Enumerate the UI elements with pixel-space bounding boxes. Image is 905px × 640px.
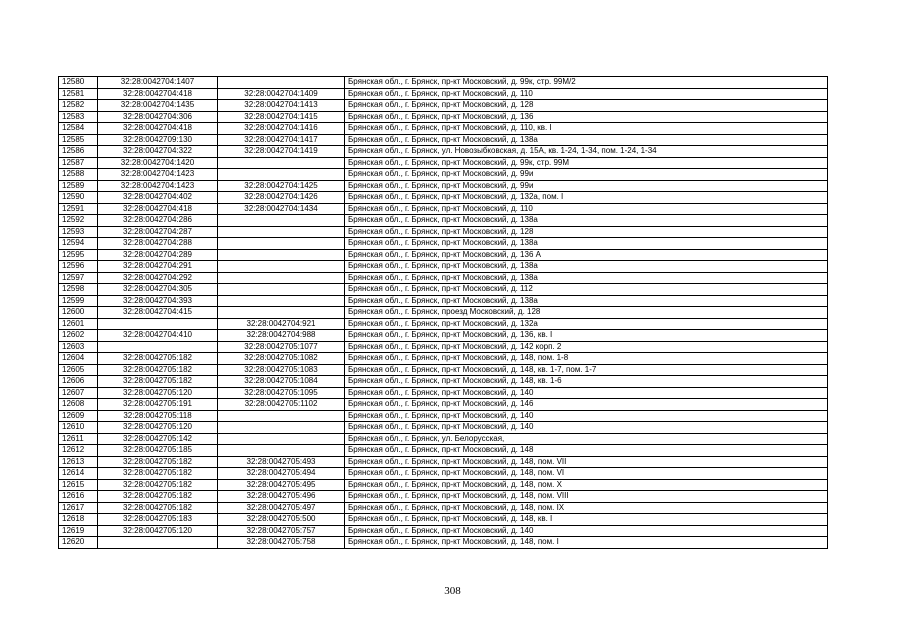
related-cadastral-number-cell: 32:28:0042705:494: [218, 468, 345, 480]
table-row: [59, 376, 828, 388]
related-cadastral-number-cell: [218, 295, 345, 307]
related-cadastral-number-cell: 32:28:0042704:1409: [218, 88, 345, 100]
row-number-cell: 12597: [59, 272, 98, 284]
row-number-cell: 12608: [59, 399, 98, 411]
table-row: [59, 180, 828, 192]
row-number-cell: 12594: [59, 238, 98, 250]
related-cadastral-number-cell: 32:28:0042704:1415: [218, 111, 345, 123]
address-cell: Брянская обл., г. Брянск, пр-кт Московский, д. 138а: [345, 261, 828, 273]
address-cell: Брянская обл., г. Брянск, пр-кт Московский, д. 136 А: [345, 249, 828, 261]
cadastral-number-cell: 32:28:0042704:1420: [98, 157, 218, 169]
table-row: [59, 134, 828, 146]
related-cadastral-number-cell: [218, 215, 345, 227]
related-cadastral-number-cell: 32:28:0042704:1426: [218, 192, 345, 204]
address-cell: Брянская обл., г. Брянск, пр-кт Московский, д. 148, пом. VII: [345, 456, 828, 468]
table-row: [59, 284, 828, 296]
row-number-cell: 12582: [59, 100, 98, 112]
table-row: [59, 479, 828, 491]
related-cadastral-number-cell: 32:28:0042705:495: [218, 479, 345, 491]
address-cell: Брянская обл., г. Брянск, пр-кт Московский, д. 146: [345, 399, 828, 411]
related-cadastral-number-cell: [218, 272, 345, 284]
cadastral-number-cell: 32:28:0042705:182: [98, 491, 218, 503]
cadastral-number-cell: 32:28:0042704:292: [98, 272, 218, 284]
related-cadastral-number-cell: [218, 307, 345, 319]
cadastral-number-cell: 32:28:0042705:191: [98, 399, 218, 411]
table-row: [59, 192, 828, 204]
related-cadastral-number-cell: 32:28:0042705:1102: [218, 399, 345, 411]
related-cadastral-number-cell: 32:28:0042705:500: [218, 514, 345, 526]
table-row: [59, 295, 828, 307]
address-cell: Брянская обл., г. Брянск, пр-кт Московский, д. 99к, стр. 99М/2: [345, 77, 828, 89]
cadastral-number-cell: 32:28:0042704:288: [98, 238, 218, 250]
table-row: [59, 215, 828, 227]
cadastral-number-cell: 32:28:0042705:118: [98, 410, 218, 422]
table-row: [59, 226, 828, 238]
cadastral-number-cell: [98, 318, 218, 330]
row-number-cell: 12584: [59, 123, 98, 135]
related-cadastral-number-cell: 32:28:0042705:1077: [218, 341, 345, 353]
address-cell: Брянская обл., г. Брянск, пр-кт Московский, д. 148, пом. X: [345, 479, 828, 491]
row-number-cell: 12616: [59, 491, 98, 503]
related-cadastral-number-cell: 32:28:0042704:1417: [218, 134, 345, 146]
cadastral-number-cell: 32:28:0042704:402: [98, 192, 218, 204]
row-number-cell: 12620: [59, 537, 98, 549]
table-row: [59, 123, 828, 135]
related-cadastral-number-cell: [218, 445, 345, 457]
related-cadastral-number-cell: [218, 249, 345, 261]
cadastral-number-cell: 32:28:0042704:418: [98, 88, 218, 100]
cadastral-number-cell: 32:28:0042704:418: [98, 203, 218, 215]
related-cadastral-number-cell: 32:28:0042705:493: [218, 456, 345, 468]
related-cadastral-number-cell: [218, 433, 345, 445]
address-cell: Брянская обл., г. Брянск, пр-кт Московский, д. 140: [345, 387, 828, 399]
table-row: [59, 491, 828, 503]
row-number-cell: 12593: [59, 226, 98, 238]
address-cell: Брянская обл., г. Брянск, пр-кт Московский, д. 136: [345, 111, 828, 123]
row-number-cell: 12609: [59, 410, 98, 422]
table-row: [59, 525, 828, 537]
address-cell: Брянская обл., г. Брянск, ул. Новозыбковская, д. 15А, кв. 1-24, 1-34, пом. 1-24, 1-34: [345, 146, 828, 158]
related-cadastral-number-cell: 32:28:0042705:1082: [218, 353, 345, 365]
cadastral-number-cell: 32:28:0042704:287: [98, 226, 218, 238]
cadastral-number-cell: 32:28:0042705:182: [98, 353, 218, 365]
cadastral-number-cell: 32:28:0042705:182: [98, 376, 218, 388]
table-row: [59, 353, 828, 365]
related-cadastral-number-cell: [218, 226, 345, 238]
address-cell: Брянская обл., г. Брянск, пр-кт Московский, д. 148, пом. VI: [345, 468, 828, 480]
table-row: [59, 422, 828, 434]
table-row: [59, 100, 828, 112]
address-cell: Брянская обл., г. Брянск, пр-кт Московский, д. 148, пом. 1-8: [345, 353, 828, 365]
row-number-cell: 12599: [59, 295, 98, 307]
row-number-cell: 12614: [59, 468, 98, 480]
table-row: [59, 88, 828, 100]
related-cadastral-number-cell: [218, 169, 345, 181]
address-cell: Брянская обл., г. Брянск, пр-кт Московский, д. 148: [345, 445, 828, 457]
address-cell: Брянская обл., г. Брянск, пр-кт Московский, д. 112: [345, 284, 828, 296]
table-row: [59, 399, 828, 411]
cadastral-number-cell: 32:28:0042705:182: [98, 468, 218, 480]
cadastral-number-cell: 32:28:0042705:185: [98, 445, 218, 457]
related-cadastral-number-cell: [218, 422, 345, 434]
row-number-cell: 12602: [59, 330, 98, 342]
row-number-cell: 12588: [59, 169, 98, 181]
address-cell: Брянская обл., г. Брянск, пр-кт Московский, д. 140: [345, 410, 828, 422]
address-cell: Брянская обл., г. Брянск, пр-кт Московский, д. 138а: [345, 238, 828, 250]
address-cell: Брянская обл., г. Брянск, пр-кт Московский, д. 110: [345, 88, 828, 100]
row-number-cell: 12610: [59, 422, 98, 434]
address-cell: Брянская обл., г. Брянск, пр-кт Московский, д. 140: [345, 525, 828, 537]
related-cadastral-number-cell: [218, 157, 345, 169]
related-cadastral-number-cell: 32:28:0042704:1413: [218, 100, 345, 112]
row-number-cell: 12592: [59, 215, 98, 227]
table-row: [59, 330, 828, 342]
address-cell: Брянская обл., г. Брянск, пр-кт Московский, д. 138а: [345, 215, 828, 227]
related-cadastral-number-cell: [218, 261, 345, 273]
address-cell: Брянская обл., г. Брянск, пр-кт Московский, д. 148, пом. IX: [345, 502, 828, 514]
table-row: [59, 249, 828, 261]
table-row: [59, 433, 828, 445]
row-number-cell: 12613: [59, 456, 98, 468]
row-number-cell: 12601: [59, 318, 98, 330]
address-cell: Брянская обл., г. Брянск, пр-кт Московский, д. 136, кв. I: [345, 330, 828, 342]
related-cadastral-number-cell: 32:28:0042705:496: [218, 491, 345, 503]
related-cadastral-number-cell: 32:28:0042704:1434: [218, 203, 345, 215]
cadastral-number-cell: 32:28:0042704:306: [98, 111, 218, 123]
table-row: [59, 272, 828, 284]
related-cadastral-number-cell: 32:28:0042705:1095: [218, 387, 345, 399]
cadastral-number-cell: 32:28:0042704:289: [98, 249, 218, 261]
cadastral-number-cell: 32:28:0042704:415: [98, 307, 218, 319]
row-number-cell: 12605: [59, 364, 98, 376]
table-row: [59, 203, 828, 215]
page-number: 308: [444, 585, 461, 597]
table-row: [59, 146, 828, 158]
address-cell: Брянская обл., г. Брянск, пр-кт Московский, д. 148, кв. 1-7, пом. 1-7: [345, 364, 828, 376]
cadastral-number-cell: 32:28:0042704:410: [98, 330, 218, 342]
address-cell: Брянская обл., г. Брянск, пр-кт Московский, д. 148, пом. I: [345, 537, 828, 549]
cadastral-number-cell: 32:28:0042704:1407: [98, 77, 218, 89]
related-cadastral-number-cell: [218, 77, 345, 89]
address-cell: Брянская обл., г. Брянск, пр-кт Московский, д. 132а, пом. I: [345, 192, 828, 204]
address-cell: Брянская обл., г. Брянск, пр-кт Московский, д. 148, кв. I: [345, 514, 828, 526]
row-number-cell: 12617: [59, 502, 98, 514]
table-row: [59, 456, 828, 468]
cadastral-number-cell: 32:28:0042704:393: [98, 295, 218, 307]
row-number-cell: 12615: [59, 479, 98, 491]
related-cadastral-number-cell: 32:28:0042704:1419: [218, 146, 345, 158]
address-cell: Брянская обл., г. Брянск, пр-кт Московский, д. 110: [345, 203, 828, 215]
address-cell: Брянская обл., г. Брянск, пр-кт Московский, д. 99и: [345, 180, 828, 192]
row-number-cell: 12598: [59, 284, 98, 296]
table-row: [59, 261, 828, 273]
row-number-cell: 12603: [59, 341, 98, 353]
related-cadastral-number-cell: [218, 284, 345, 296]
row-number-cell: 12600: [59, 307, 98, 319]
related-cadastral-number-cell: 32:28:0042704:1425: [218, 180, 345, 192]
table-row: [59, 157, 828, 169]
address-cell: Брянская обл., г. Брянск, пр-кт Московский, д. 99к, стр. 99М: [345, 157, 828, 169]
cadastral-number-cell: 32:28:0042704:1435: [98, 100, 218, 112]
related-cadastral-number-cell: 32:28:0042705:1084: [218, 376, 345, 388]
row-number-cell: 12591: [59, 203, 98, 215]
table-row: [59, 77, 828, 89]
row-number-cell: 12595: [59, 249, 98, 261]
related-cadastral-number-cell: 32:28:0042705:1083: [218, 364, 345, 376]
cadastral-number-cell: 32:28:0042705:182: [98, 364, 218, 376]
cadastral-number-cell: 32:28:0042705:120: [98, 387, 218, 399]
cadastral-number-cell: 32:28:0042705:183: [98, 514, 218, 526]
row-number-cell: 12612: [59, 445, 98, 457]
row-number-cell: 12581: [59, 88, 98, 100]
table-row: [59, 238, 828, 250]
cadastral-number-cell: 32:28:0042705:120: [98, 422, 218, 434]
cadastral-number-cell: 32:28:0042704:322: [98, 146, 218, 158]
cadastral-number-cell: 32:28:0042704:291: [98, 261, 218, 273]
related-cadastral-number-cell: 32:28:0042704:988: [218, 330, 345, 342]
address-cell: Брянская обл., г. Брянск, пр-кт Московский, д. 142 корп. 2: [345, 341, 828, 353]
row-number-cell: 12590: [59, 192, 98, 204]
row-number-cell: 12611: [59, 433, 98, 445]
table-row: [59, 364, 828, 376]
row-number-cell: 12580: [59, 77, 98, 89]
address-cell: Брянская обл., г. Брянск, пр-кт Московский, д. 138а: [345, 295, 828, 307]
row-number-cell: 12619: [59, 525, 98, 537]
address-cell: Брянская обл., г. Брянск, пр-кт Московский, д. 138а: [345, 272, 828, 284]
address-cell: Брянская обл., г. Брянск, пр-кт Московский, д. 148, пом. VIII: [345, 491, 828, 503]
cadastral-number-cell: [98, 537, 218, 549]
row-number-cell: 12586: [59, 146, 98, 158]
related-cadastral-number-cell: [218, 410, 345, 422]
cadastral-number-cell: 32:28:0042704:286: [98, 215, 218, 227]
row-number-cell: 12587: [59, 157, 98, 169]
related-cadastral-number-cell: 32:28:0042705:758: [218, 537, 345, 549]
address-cell: Брянская обл., г. Брянск, пр-кт Московский, д. 128: [345, 226, 828, 238]
row-number-cell: 12596: [59, 261, 98, 273]
table-row: [59, 307, 828, 319]
related-cadastral-number-cell: [218, 238, 345, 250]
cadastral-number-cell: 32:28:0042704:305: [98, 284, 218, 296]
cadastral-number-cell: 32:28:0042705:182: [98, 456, 218, 468]
table-row: [59, 169, 828, 181]
cadastral-number-cell: 32:28:0042705:182: [98, 502, 218, 514]
address-cell: Брянская обл., г. Брянск, пр-кт Московский, д. 148, кв. 1-6: [345, 376, 828, 388]
address-cell: Брянская обл., г. Брянск, пр-кт Московский, д. 132а: [345, 318, 828, 330]
address-cell: Брянская обл., г. Брянск, пр-кт Московский, д. 140: [345, 422, 828, 434]
address-cell: Брянская обл., г. Брянск, ул. Белорусская,: [345, 433, 828, 445]
related-cadastral-number-cell: 32:28:0042705:497: [218, 502, 345, 514]
cadastral-number-cell: 32:28:0042704:1423: [98, 180, 218, 192]
related-cadastral-number-cell: 32:28:0042704:921: [218, 318, 345, 330]
table-row: [59, 318, 828, 330]
address-cell: Брянская обл., г. Брянск, пр-кт Московский, д. 99и: [345, 169, 828, 181]
registry-body: [59, 77, 828, 549]
row-number-cell: 12604: [59, 353, 98, 365]
table-row: [59, 468, 828, 480]
address-cell: Брянская обл., г. Брянск, пр-кт Московский, д. 110, кв. I: [345, 123, 828, 135]
row-number-cell: 12583: [59, 111, 98, 123]
registry-table: [58, 76, 828, 549]
table-row: [59, 111, 828, 123]
cadastral-number-cell: [98, 341, 218, 353]
table-row: [59, 387, 828, 399]
table-row: [59, 514, 828, 526]
related-cadastral-number-cell: 32:28:0042705:757: [218, 525, 345, 537]
cadastral-number-cell: 32:28:0042709:130: [98, 134, 218, 146]
address-cell: Брянская обл., г. Брянск, пр-кт Московский, д. 128: [345, 100, 828, 112]
address-cell: Брянская обл., г. Брянск, пр-кт Московский, д. 138а: [345, 134, 828, 146]
related-cadastral-number-cell: 32:28:0042704:1416: [218, 123, 345, 135]
table-row: [59, 537, 828, 549]
cadastral-number-cell: 32:28:0042705:120: [98, 525, 218, 537]
table-row: [59, 445, 828, 457]
table-row: [59, 341, 828, 353]
row-number-cell: 12607: [59, 387, 98, 399]
row-number-cell: 12606: [59, 376, 98, 388]
table-row: [59, 502, 828, 514]
row-number-cell: 12585: [59, 134, 98, 146]
cadastral-number-cell: 32:28:0042705:182: [98, 479, 218, 491]
address-cell: Брянская обл., г. Брянск, проезд Московский, д. 128: [345, 307, 828, 319]
row-number-cell: 12618: [59, 514, 98, 526]
row-number-cell: 12589: [59, 180, 98, 192]
table-row: [59, 410, 828, 422]
cadastral-number-cell: 32:28:0042705:142: [98, 433, 218, 445]
cadastral-number-cell: 32:28:0042704:1423: [98, 169, 218, 181]
cadastral-number-cell: 32:28:0042704:418: [98, 123, 218, 135]
